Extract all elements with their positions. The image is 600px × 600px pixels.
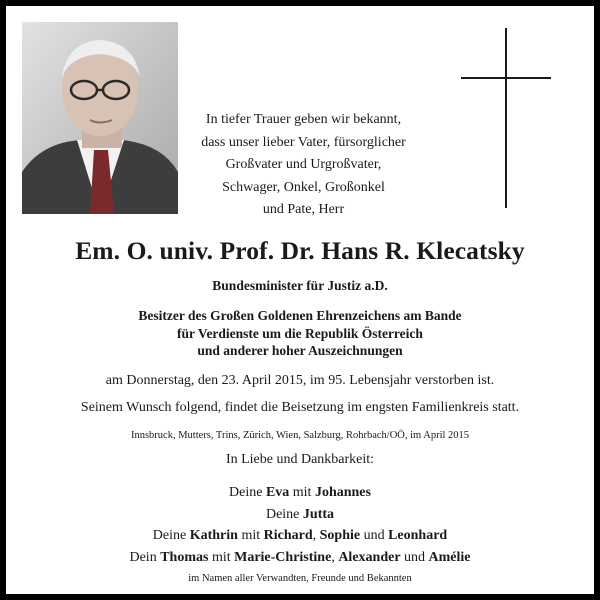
family-line (6, 482, 594, 504)
intro-line: und Pate, Herr (262, 202, 345, 217)
death-notice: am Donnerstag, den 23. April 2015, im 95. Lebensjahr verstorben ist. (105, 373, 495, 388)
family-member-name: Thomas (160, 549, 209, 565)
family-text: Dein (129, 549, 161, 565)
family-text: Deine (152, 528, 190, 543)
deceased-title: Bundesminister für Justiz a.D. (212, 278, 388, 293)
cross-icon (461, 28, 551, 208)
intro-line: Schwager, Onkel, Großonkel (222, 179, 385, 195)
closing-phrase: In Liebe und Dankbarkeit: (225, 452, 375, 467)
family-text: mit (289, 485, 315, 500)
family-text: mit (208, 549, 235, 565)
intro-line: Großvater und Urgroßvater, (225, 157, 382, 172)
family-text: Deine (229, 485, 266, 500)
family-member-name: Sophie (319, 528, 361, 543)
family-member-name: Marie-Christine (234, 549, 332, 565)
places-and-date: Innsbruck, Mutters, Trins, Zürich, Wien, Salzburg, Rohrbach/OÖ, im April 2015 (130, 430, 470, 441)
family-text: mit (237, 528, 264, 543)
family-member-name: Leonhard (388, 528, 448, 543)
family-list (6, 482, 594, 568)
family-member-name: Amélie (428, 549, 471, 565)
footer-text: im Namen aller Verwandten, Freunde und Bekannten (188, 573, 412, 584)
family-line (6, 547, 594, 569)
honors-line: und anderer hoher Auszeichnungen (197, 343, 403, 358)
family-text: und (360, 528, 389, 543)
family-member-name: Kathrin (189, 528, 238, 543)
burial-notice: Seinem Wunsch folgend, findet die Beisetzung im engsten Familienkreis statt. (80, 400, 520, 415)
family-member-name: Alexander (338, 549, 401, 565)
family-member-name: Jutta (302, 506, 335, 522)
intro-line: In tiefer Trauer geben wir bekannt, (205, 112, 402, 127)
deceased-name: Em. O. univ. Prof. Dr. Hans R. Klecatsky (75, 236, 525, 265)
family-text: , (331, 549, 339, 565)
family-text: Deine (265, 506, 303, 522)
family-member-name: Eva (265, 485, 290, 500)
family-text: , (312, 528, 320, 543)
honors-text (6, 307, 594, 360)
family-line (6, 504, 594, 526)
announcement-text (181, 109, 426, 222)
intro-line: dass unser lieber Vater, fürsorglicher (201, 134, 406, 150)
honors-line: Besitzer des Großen Goldenen Ehrenzeichens am Bande (138, 308, 462, 323)
family-line (6, 525, 594, 547)
portrait-illustration (22, 22, 178, 214)
family-text: und (400, 549, 429, 565)
family-member-name: Richard (263, 528, 313, 543)
honors-line: für Verdienste um die Republik Österreich (177, 325, 423, 341)
portrait-photo (22, 22, 178, 214)
family-member-name: Johannes (314, 485, 371, 500)
